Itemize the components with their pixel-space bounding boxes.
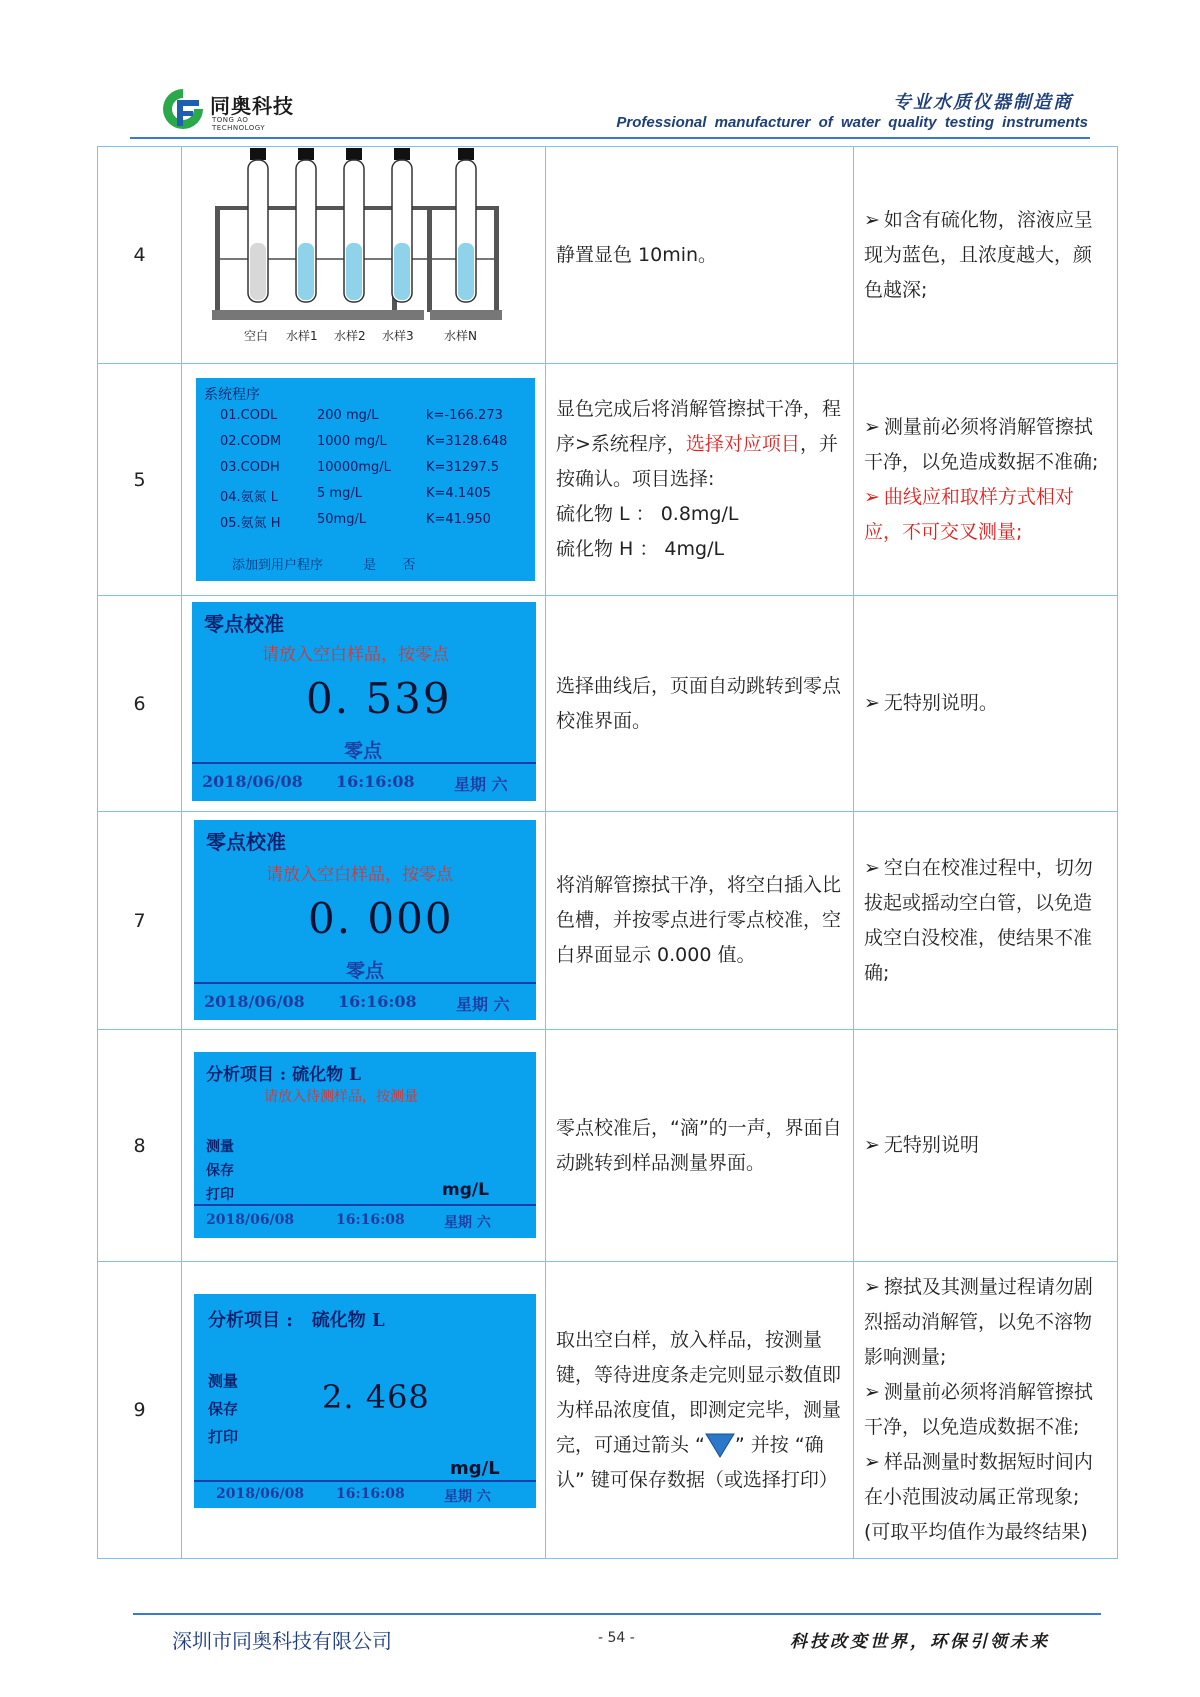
table-row: [98, 596, 1118, 812]
tube-sample-n: [456, 148, 476, 302]
arrow-bullet-icon: ➢: [864, 1134, 880, 1156]
note-text: 测量前必须将消解管擦拭干净，以免造成数据不准确;: [864, 415, 1099, 473]
arrow-bullet-icon: ➢: [864, 485, 880, 508]
unit-label: mg/L: [442, 1180, 489, 1200]
table-row: [98, 1262, 1118, 1559]
note-text: 无特别说明。: [883, 692, 998, 714]
zero-button[interactable]: 零点: [346, 960, 385, 982]
date: 2018/06/08: [216, 1486, 305, 1502]
arrow-bullet-icon: ➢: [864, 1276, 880, 1298]
slogan-cn: 专业水质仪器制造商: [893, 92, 1073, 113]
screen-divider: [194, 1204, 536, 1206]
screen-title: 分析项目 : 硫化物 L: [206, 1065, 361, 1085]
step-number: 9: [98, 1262, 182, 1559]
time: 16:16:08: [336, 1486, 405, 1502]
page-number: - 54 -: [598, 1630, 635, 1646]
list-item: 01.CODL 200 mg/L k=-166.273: [220, 408, 503, 423]
note-text: 擦拭及其测量过程请勿剧烈摇动消解管，以免不溶物影响测量;: [864, 1276, 1093, 1368]
zero-button[interactable]: 零点: [344, 740, 383, 762]
footer-divider: [133, 1613, 1101, 1615]
tube-label: 水样2: [334, 328, 366, 343]
tube-blank: [248, 148, 268, 302]
operation-text: 选择曲线后，页面自动跳转到零点校准界面。: [546, 596, 854, 812]
tube-label: 空白: [244, 328, 269, 343]
operation-cell: 取出空白样，放入样品，按测量键，等待进度条走完则显示数值即为样品浓度值，即测定完毕，测量完，可通过箭头 “ ” 并按 “确认” 键可保存数据（或选择打印）: [546, 1262, 854, 1559]
note-text: 测量前必须将消解管擦拭干净，以免造成数据不准;: [864, 1381, 1093, 1438]
tube-sample-2: [344, 148, 364, 302]
date: 2018/06/08: [202, 772, 303, 791]
tube-sample-1: [296, 148, 316, 302]
weekday: 星期 六: [444, 1215, 491, 1231]
note-cell: [854, 364, 1118, 596]
company-logo: [160, 86, 300, 132]
operation-highlight: 选择对应项目: [685, 433, 800, 455]
screen-title: 系统程序: [204, 387, 260, 403]
tube-rack-cell: [182, 147, 546, 364]
screen-title: 零点校准: [206, 830, 286, 854]
time: 16:16:08: [338, 992, 417, 1011]
operation-text: 将消解管擦拭干净，将空白插入比色槽，并按零点进行零点校准，空白界面显示 0.000 值。: [546, 812, 854, 1030]
logo-text-en: TONG AO TECHNOLOGY: [212, 116, 266, 132]
step-number: 6: [98, 596, 182, 812]
note-cell: [854, 1030, 1118, 1262]
screen-prompt: 请放入空白样品，按零点: [266, 865, 453, 885]
screen-cell: [182, 364, 546, 596]
tube-label: 水样1: [286, 328, 318, 343]
operation-text: 静置显色 10min。: [546, 147, 854, 364]
time: 16:16:08: [336, 1212, 405, 1228]
screen-title: 零点校准: [204, 612, 284, 636]
note-cell: [854, 147, 1118, 364]
weekday: 星期 六: [454, 775, 508, 794]
screen-cell: [182, 812, 546, 1030]
note-text: 无特别说明: [883, 1134, 979, 1156]
note-cell: [854, 596, 1118, 812]
weekday: 星期 六: [456, 995, 510, 1014]
date: 2018/06/08: [206, 1212, 295, 1228]
absorbance-value: 0. 539: [306, 674, 452, 723]
screen-cell: [182, 1262, 546, 1559]
slogan-en: Professional manufacturer of water quality testing instruments: [616, 114, 1088, 131]
screen-prompt: 请放入待测样品，按测量: [264, 1089, 418, 1105]
table-row: [98, 147, 1118, 364]
screen-cell: [182, 596, 546, 812]
absorbance-value: 0. 000: [308, 894, 454, 943]
note-text: 空白在校准过程中，切勿拔起或摇动空白管，以免造成空白没校准，使结果不准确;: [864, 856, 1093, 984]
note-text: 样品测量时数据短时间内在小范围波动属正常现象; (可取平均值作为最终结果): [864, 1451, 1093, 1543]
arrow-bullet-icon: ➢: [864, 1381, 880, 1403]
screen-divider: [194, 982, 536, 984]
down-arrow-icon: [705, 1432, 735, 1458]
operation-text: 零点校准后，“滴”的一声，界面自动跳转到样品测量界面。: [546, 1030, 854, 1262]
step-number: 8: [98, 1030, 182, 1262]
header-divider: [130, 137, 1090, 139]
footer-motto: 科技改变世界，环保引领未来: [790, 1632, 1050, 1652]
procedure-table: [97, 146, 1118, 1559]
table-row: [98, 364, 1118, 596]
zero-calibration-screen: [192, 602, 536, 801]
no-option[interactable]: 否: [402, 558, 416, 573]
arrow-bullet-icon: ➢: [864, 1451, 880, 1473]
screen-divider: [192, 762, 536, 764]
tube-rack-illustration: [182, 148, 546, 363]
system-program-screen: [196, 378, 535, 581]
screen-cell: [182, 1030, 546, 1262]
logo-text-cn: 同奥科技: [210, 94, 294, 118]
page-header: [0, 0, 1200, 150]
menu-save[interactable]: 保存: [206, 1163, 234, 1179]
step-number: 7: [98, 812, 182, 1030]
measurement-result-screen: [194, 1294, 536, 1508]
arrow-bullet-icon: ➢: [864, 208, 880, 231]
sample-measurement-screen: [194, 1052, 536, 1238]
screen-title: 分析项目 : 硫化物 L: [208, 1310, 385, 1331]
footer-company: 深圳市同奥科技有限公司: [172, 1629, 392, 1653]
list-item: 04.氨氮 L 5 mg/L K=4.1405: [220, 486, 491, 505]
yes-option[interactable]: 是: [363, 558, 377, 573]
note-cell: [854, 1262, 1118, 1559]
screen-prompt: 请放入空白样品，按零点: [262, 645, 449, 665]
zero-calibration-screen: [194, 820, 536, 1020]
menu-measure[interactable]: 测量: [208, 1372, 239, 1390]
menu-measure[interactable]: 测量: [206, 1139, 234, 1155]
time: 16:16:08: [336, 772, 415, 791]
note-text-warning: 曲线应和取样方式相对应，不可交叉测量;: [864, 485, 1074, 543]
tube-sample-3: [392, 148, 412, 302]
weekday: 星期 六: [444, 1489, 491, 1505]
table-row: [98, 812, 1118, 1030]
menu-print[interactable]: 打印: [208, 1428, 239, 1446]
operation-cell: 显色完成后将消解管擦拭干净，程序>系统程序，选择对应项目，并按确认。项目选择: 硫化物 L ： 0.8mg/L 硫化物 H ： 4mg/L: [546, 364, 854, 596]
step-number: 4: [98, 147, 182, 364]
tube-label: 水样3: [382, 328, 414, 343]
menu-save[interactable]: 保存: [208, 1400, 239, 1418]
add-to-user-program: 添加到用户程序 是 否: [232, 558, 416, 573]
arrow-bullet-icon: ➢: [864, 692, 880, 714]
list-item: 03.CODH 10000mg/L K=31297.5: [220, 460, 500, 475]
concentration-value: 2. 468: [322, 1378, 430, 1416]
note-cell: [854, 812, 1118, 1030]
note-text: 如含有硫化物，溶液应呈现为蓝色，且浓度越大，颜色越深;: [864, 208, 1093, 301]
list-item: 02.CODM 1000 mg/L K=3128.648: [220, 434, 508, 449]
menu-print[interactable]: 打印: [206, 1187, 234, 1203]
arrow-bullet-icon: ➢: [864, 415, 880, 438]
step-number: 5: [98, 364, 182, 596]
date: 2018/06/08: [204, 992, 305, 1011]
logo-icon: [160, 86, 206, 132]
table-row: [98, 1030, 1118, 1262]
arrow-bullet-icon: ➢: [864, 856, 880, 879]
tube-label: 水样N: [444, 328, 477, 343]
unit-label: mg/L: [450, 1458, 500, 1479]
screen-divider: [194, 1480, 536, 1482]
list-item: 05.氨氮 H 50mg/L K=41.950: [220, 512, 491, 531]
